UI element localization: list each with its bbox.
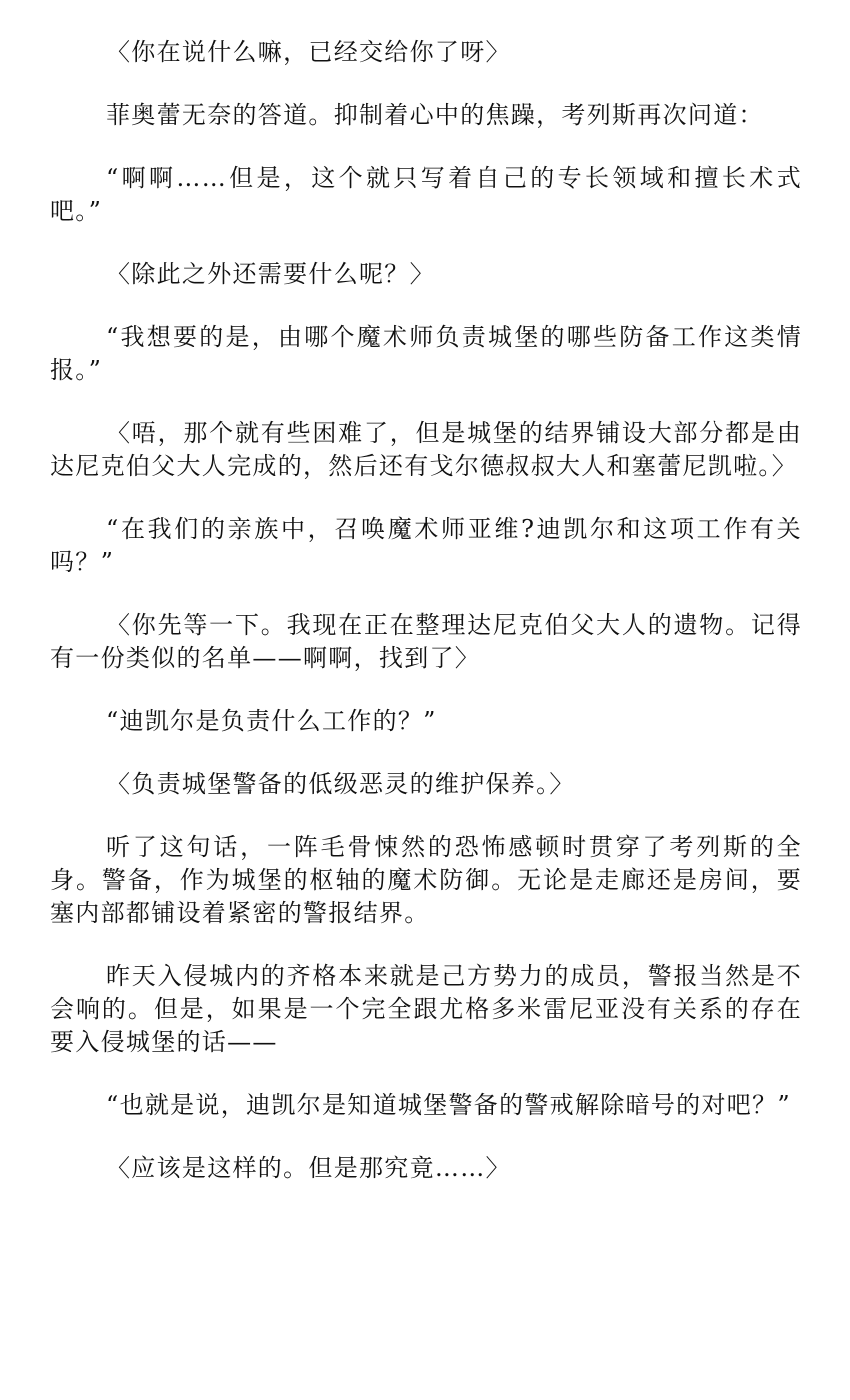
paragraph: 〈唔，那个就有些困难了，但是城堡的结界铺设大部分都是由达尼克伯父大人完成的，然后还有戈尔德叔叔大人和塞蕾尼凯啦。〉 [50, 419, 802, 480]
paragraph: “也就是说，迪凯尔是知道城堡警备的警戒解除暗号的对吧？” [106, 1091, 791, 1119]
paragraph: 〈你先等一下。我现在正在整理达尼克伯父大人的遗物。记得有一份类似的名单——啊啊，找到了〉 [50, 611, 802, 672]
paragraph: 〈负责城堡警备的低级恶灵的维护保养。〉 [106, 770, 575, 798]
paragraph: 菲奥蕾无奈的答道。抑制着心中的焦躁，考列斯再次问道： [106, 101, 764, 129]
paragraph: 〈应该是这样的。但是那究竟……〉 [106, 1154, 511, 1182]
paragraph: 〈你在说什么嘛，已经交给你了呀〉 [106, 38, 511, 66]
paragraph: “迪凯尔是负责什么工作的？” [106, 707, 437, 735]
paragraph: “在我们的亲族中，召唤魔术师亚维?迪凯尔和这项工作有关吗？” [50, 515, 802, 576]
paragraph: 听了这句话，一阵毛骨悚然的恐怖感顿时贯穿了考列斯的全身。警备，作为城堡的枢轴的魔术防御。无论是走廊还是房间，要塞内部都铺设着紧密的警报结界。 [50, 833, 802, 927]
paragraph: 昨天入侵城内的齐格本来就是己方势力的成员，警报当然是不会响的。但是，如果是一个完全跟尤格多米雷尼亚没有关系的存在要入侵城堡的话—— [50, 962, 802, 1056]
paragraph: “啊啊……但是，这个就只写着自己的专长领域和擅长术式吧。” [50, 164, 802, 225]
paragraph: 〈除此之外还需要什么呢？〉 [106, 260, 435, 288]
paragraph: “我想要的是，由哪个魔术师负责城堡的哪些防备工作这类情报。” [50, 323, 802, 384]
